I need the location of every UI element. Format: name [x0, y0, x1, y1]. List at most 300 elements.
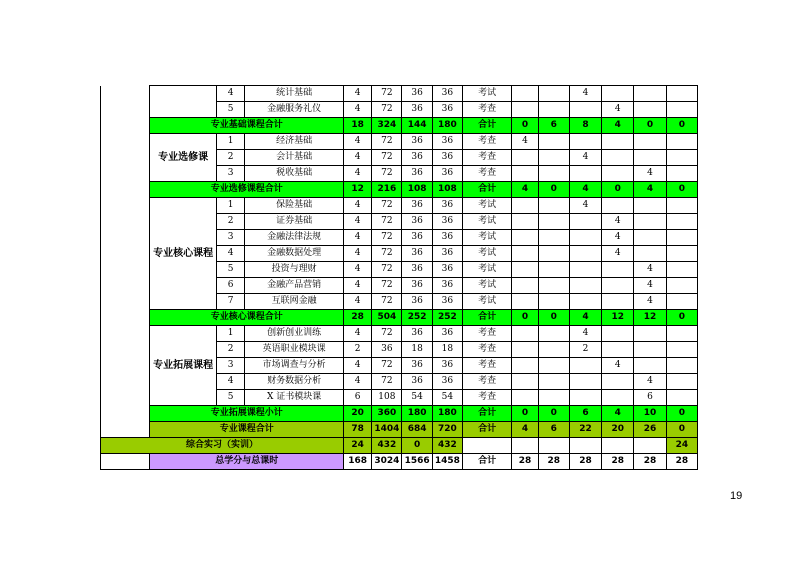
- cell-s5: [634, 102, 666, 118]
- cell-s5: [634, 438, 666, 454]
- cell-hours: 72: [372, 134, 402, 150]
- category-label: 专业选修课: [150, 134, 217, 182]
- course-name: 金融产品营销: [245, 278, 344, 294]
- cell-practice: 54: [432, 390, 462, 406]
- cell-s5: 4: [634, 182, 666, 198]
- page-number: 19: [730, 490, 743, 502]
- course-number: 2: [216, 150, 244, 166]
- cell-credits: 20: [344, 406, 372, 422]
- cell-s1: [512, 86, 538, 102]
- cell-s6: [666, 214, 697, 230]
- course-name: 证券基础: [245, 214, 344, 230]
- cell-practice: 108: [432, 182, 462, 198]
- subtotal-label: 专业选修课程合计: [150, 182, 344, 198]
- cell-s6: 24: [666, 438, 697, 454]
- cell-hours: 324: [372, 118, 402, 134]
- cell-s5: 12: [634, 310, 666, 326]
- cell-s3: [569, 438, 601, 454]
- cell-exam: 合计: [462, 182, 511, 198]
- cell-practice: 36: [432, 294, 462, 310]
- cell-s3: 4: [569, 310, 601, 326]
- cell-credits: 4: [344, 294, 372, 310]
- cell-s4: 12: [602, 310, 634, 326]
- cell-exam: 考查: [462, 326, 511, 342]
- cell-s3: 4: [569, 198, 601, 214]
- cell-s3: [569, 166, 601, 182]
- course-row: [101, 134, 698, 150]
- cell-exam: 考试: [462, 214, 511, 230]
- cell-s5: 28: [634, 454, 666, 470]
- cell-s6: [666, 102, 697, 118]
- cell-hours: 3024: [372, 454, 402, 470]
- cell-s5: 4: [634, 278, 666, 294]
- cell-s5: 6: [634, 390, 666, 406]
- cell-exam: 考试: [462, 198, 511, 214]
- cell-s4: 20: [602, 422, 634, 438]
- cell-credits: 4: [344, 278, 372, 294]
- cell-s2: [538, 390, 569, 406]
- cell-s6: 28: [666, 454, 697, 470]
- cell-hours: 72: [372, 374, 402, 390]
- cell-s4: [602, 438, 634, 454]
- curriculum-table: [100, 85, 698, 470]
- cell-s2: [538, 134, 569, 150]
- cell-s3: [569, 374, 601, 390]
- cell-s5: 26: [634, 422, 666, 438]
- cell-practice: 36: [432, 374, 462, 390]
- cell-theory: 144: [402, 118, 432, 134]
- cell-practice: 36: [432, 246, 462, 262]
- cell-practice: 36: [432, 358, 462, 374]
- cell-s1: [512, 262, 538, 278]
- cell-theory: 684: [402, 422, 432, 438]
- course-name: X 证书模块课: [245, 390, 344, 406]
- cell-s6: [666, 150, 697, 166]
- cell-s3: [569, 390, 601, 406]
- cell-s1: 4: [512, 422, 538, 438]
- cell-s2: [538, 230, 569, 246]
- cell-credits: 4: [344, 246, 372, 262]
- course-name: 统计基础: [245, 86, 344, 102]
- course-name: 英语职业模块课: [245, 342, 344, 358]
- cell-s4: 28: [602, 454, 634, 470]
- cell-exam: [462, 438, 511, 454]
- cell-exam: 考试: [462, 294, 511, 310]
- cell-s1: 4: [512, 182, 538, 198]
- cell-s5: [634, 198, 666, 214]
- cell-practice: 36: [432, 86, 462, 102]
- cell-s1: [512, 214, 538, 230]
- cell-s1: [512, 342, 538, 358]
- cell-theory: 36: [402, 166, 432, 182]
- subtotal-row: [101, 118, 698, 134]
- cell-s4: [602, 198, 634, 214]
- cell-credits: 4: [344, 358, 372, 374]
- cell-hours: 504: [372, 310, 402, 326]
- cell-s6: 0: [666, 182, 697, 198]
- cell-exam: 合计: [462, 406, 511, 422]
- course-number: 2: [216, 214, 244, 230]
- cell-s3: 8: [569, 118, 601, 134]
- cell-s1: [512, 438, 538, 454]
- cell-credits: 4: [344, 262, 372, 278]
- cell-s4: [602, 326, 634, 342]
- cell-s4: 4: [602, 406, 634, 422]
- cell-hours: 1404: [372, 422, 402, 438]
- cell-hours: 432: [372, 438, 402, 454]
- cell-s6: [666, 198, 697, 214]
- cell-s2: [538, 294, 569, 310]
- cell-credits: 78: [344, 422, 372, 438]
- cell-exam: 考试: [462, 262, 511, 278]
- cell-credits: 4: [344, 214, 372, 230]
- cell-theory: 36: [402, 262, 432, 278]
- course-name: 金融服务礼仪: [245, 102, 344, 118]
- cell-s3: 6: [569, 406, 601, 422]
- cell-s2: 0: [538, 406, 569, 422]
- cell-s1: [512, 390, 538, 406]
- cell-s2: [538, 438, 569, 454]
- cell-s6: 0: [666, 406, 697, 422]
- cell-credits: 4: [344, 166, 372, 182]
- cell-practice: 252: [432, 310, 462, 326]
- cell-s6: 0: [666, 310, 697, 326]
- cell-s1: 28: [512, 454, 538, 470]
- cell-s5: [634, 342, 666, 358]
- cell-hours: 72: [372, 246, 402, 262]
- course-name: 财务数据分析: [245, 374, 344, 390]
- category-label: 专业核心课程: [150, 198, 217, 310]
- cell-s5: [634, 214, 666, 230]
- cell-theory: 54: [402, 390, 432, 406]
- cell-s3: [569, 102, 601, 118]
- cell-practice: 36: [432, 150, 462, 166]
- internship-label: 综合实习（实训）: [101, 438, 344, 454]
- cell-s4: 0: [602, 182, 634, 198]
- cell-s6: [666, 278, 697, 294]
- course-number: 1: [216, 134, 244, 150]
- cell-credits: 168: [344, 454, 372, 470]
- cell-s6: [666, 86, 697, 102]
- cell-s2: [538, 214, 569, 230]
- course-name: 创新创业训练: [245, 326, 344, 342]
- cell-practice: 432: [432, 438, 462, 454]
- cell-credits: 4: [344, 230, 372, 246]
- cell-s2: 6: [538, 422, 569, 438]
- course-number: 3: [216, 166, 244, 182]
- cell-exam: 合计: [462, 422, 511, 438]
- cell-s5: [634, 230, 666, 246]
- cell-exam: 考查: [462, 342, 511, 358]
- cell-s1: 0: [512, 118, 538, 134]
- cell-s5: [634, 86, 666, 102]
- cell-s4: [602, 134, 634, 150]
- course-row: [101, 198, 698, 214]
- cell-s5: 4: [634, 262, 666, 278]
- cell-s4: [602, 262, 634, 278]
- cell-s5: [634, 358, 666, 374]
- category-label: [150, 86, 217, 118]
- cell-s4: [602, 390, 634, 406]
- cell-s1: [512, 374, 538, 390]
- cell-s6: [666, 342, 697, 358]
- course-number: 5: [216, 390, 244, 406]
- cell-practice: 36: [432, 278, 462, 294]
- cell-practice: 36: [432, 102, 462, 118]
- cell-exam: 考试: [462, 278, 511, 294]
- cell-s5: [634, 246, 666, 262]
- cell-credits: 4: [344, 198, 372, 214]
- cell-s4: [602, 150, 634, 166]
- cell-s4: [602, 86, 634, 102]
- cell-practice: 1458: [432, 454, 462, 470]
- cell-s1: [512, 198, 538, 214]
- course-name: 金融法律法规: [245, 230, 344, 246]
- grand-total-row: [101, 454, 698, 470]
- cell-exam: 考查: [462, 390, 511, 406]
- cell-s5: 4: [634, 374, 666, 390]
- cell-hours: 72: [372, 294, 402, 310]
- cell-s5: 4: [634, 166, 666, 182]
- cell-s1: [512, 326, 538, 342]
- internship-row: [101, 438, 698, 454]
- course-row: [101, 86, 698, 102]
- cell-s2: [538, 374, 569, 390]
- cell-exam: 考试: [462, 230, 511, 246]
- course-name: 互联网金融: [245, 294, 344, 310]
- cell-practice: 720: [432, 422, 462, 438]
- cell-s3: [569, 214, 601, 230]
- subtotal-row: [101, 310, 698, 326]
- cell-s2: [538, 166, 569, 182]
- cell-hours: 72: [372, 214, 402, 230]
- cell-s2: [538, 150, 569, 166]
- cell-s1: 4: [512, 134, 538, 150]
- course-number: 1: [216, 198, 244, 214]
- cell-s6: [666, 230, 697, 246]
- cell-s3: 4: [569, 182, 601, 198]
- cell-credits: 6: [344, 390, 372, 406]
- course-number: 4: [216, 374, 244, 390]
- cell-theory: 36: [402, 294, 432, 310]
- cell-hours: 72: [372, 278, 402, 294]
- cell-hours: 360: [372, 406, 402, 422]
- cell-practice: 36: [432, 326, 462, 342]
- cell-theory: 18: [402, 342, 432, 358]
- course-number: 2: [216, 342, 244, 358]
- cell-credits: 4: [344, 102, 372, 118]
- cell-s1: [512, 246, 538, 262]
- cell-theory: 36: [402, 134, 432, 150]
- cell-s3: 2: [569, 342, 601, 358]
- course-name: 市场调查与分析: [245, 358, 344, 374]
- cell-s3: 4: [569, 86, 601, 102]
- cell-practice: 36: [432, 230, 462, 246]
- cell-theory: 36: [402, 278, 432, 294]
- cell-s1: 0: [512, 406, 538, 422]
- cell-s5: 4: [634, 294, 666, 310]
- cell-credits: 12: [344, 182, 372, 198]
- cell-s6: [666, 390, 697, 406]
- cell-exam: 考查: [462, 134, 511, 150]
- cell-s2: [538, 102, 569, 118]
- cell-theory: 252: [402, 310, 432, 326]
- major-total-label: 专业课程合计: [150, 422, 344, 438]
- cell-s2: [538, 326, 569, 342]
- cell-s2: [538, 262, 569, 278]
- cell-s4: 4: [602, 118, 634, 134]
- cell-exam: 合计: [462, 118, 511, 134]
- cell-hours: 72: [372, 86, 402, 102]
- cell-credits: 24: [344, 438, 372, 454]
- course-name: 金融数据处理: [245, 246, 344, 262]
- subtotal-row: [101, 406, 698, 422]
- cell-hours: 36: [372, 342, 402, 358]
- cell-s2: 0: [538, 182, 569, 198]
- course-name: 投资与理财: [245, 262, 344, 278]
- cell-credits: 2: [344, 342, 372, 358]
- subtotal-label: 专业核心课程合计: [150, 310, 344, 326]
- cell-exam: 考试: [462, 246, 511, 262]
- cell-s4: [602, 166, 634, 182]
- cell-s2: [538, 198, 569, 214]
- course-number: 5: [216, 102, 244, 118]
- cell-exam: 考查: [462, 358, 511, 374]
- cell-hours: 108: [372, 390, 402, 406]
- cell-s5: 0: [634, 118, 666, 134]
- cell-theory: 36: [402, 214, 432, 230]
- cell-s1: [512, 102, 538, 118]
- cell-s1: [512, 230, 538, 246]
- cell-theory: 36: [402, 86, 432, 102]
- cell-practice: 36: [432, 134, 462, 150]
- cell-credits: 18: [344, 118, 372, 134]
- cell-theory: 36: [402, 246, 432, 262]
- category-label: 专业拓展课程: [150, 326, 217, 406]
- cell-s3: 22: [569, 422, 601, 438]
- cell-s6: [666, 262, 697, 278]
- course-name: 保险基础: [245, 198, 344, 214]
- course-number: 7: [216, 294, 244, 310]
- cell-exam: 考查: [462, 374, 511, 390]
- cell-hours: 72: [372, 262, 402, 278]
- major-total-row: [101, 422, 698, 438]
- cell-s5: [634, 326, 666, 342]
- cell-s5: 10: [634, 406, 666, 422]
- cell-credits: 4: [344, 134, 372, 150]
- cell-s3: [569, 262, 601, 278]
- cell-s1: [512, 278, 538, 294]
- cell-s2: 6: [538, 118, 569, 134]
- cell-practice: 36: [432, 198, 462, 214]
- cell-s3: [569, 358, 601, 374]
- cell-exam: 考查: [462, 166, 511, 182]
- cell-s2: [538, 86, 569, 102]
- cell-theory: 36: [402, 358, 432, 374]
- subtotal-label: 专业基础课程合计: [150, 118, 344, 134]
- curriculum-table-container: [100, 85, 698, 470]
- cell-s3: 4: [569, 326, 601, 342]
- cell-hours: 72: [372, 150, 402, 166]
- cell-s6: [666, 294, 697, 310]
- cell-theory: 36: [402, 102, 432, 118]
- cell-practice: 36: [432, 166, 462, 182]
- course-name: 会计基础: [245, 150, 344, 166]
- cell-s3: [569, 134, 601, 150]
- cell-practice: 18: [432, 342, 462, 358]
- cell-practice: 36: [432, 214, 462, 230]
- cell-s3: [569, 230, 601, 246]
- course-name: 经济基础: [245, 134, 344, 150]
- cell-s4: [602, 278, 634, 294]
- cell-s5: [634, 150, 666, 166]
- cell-s1: [512, 150, 538, 166]
- cell-s5: [634, 134, 666, 150]
- cell-s4: 4: [602, 230, 634, 246]
- course-row: [101, 326, 698, 342]
- cell-practice: 36: [432, 262, 462, 278]
- subtotal-row: [101, 182, 698, 198]
- cell-hours: 72: [372, 326, 402, 342]
- subtotal-label: 专业拓展课程小计: [150, 406, 344, 422]
- cell-hours: 72: [372, 102, 402, 118]
- course-name: 税收基础: [245, 166, 344, 182]
- cell-s2: [538, 342, 569, 358]
- cell-hours: 72: [372, 166, 402, 182]
- course-number: 6: [216, 278, 244, 294]
- cell-s6: 0: [666, 118, 697, 134]
- cell-s3: [569, 278, 601, 294]
- cell-s4: 4: [602, 214, 634, 230]
- cell-theory: 0: [402, 438, 432, 454]
- cell-credits: 28: [344, 310, 372, 326]
- cell-theory: 108: [402, 182, 432, 198]
- cell-s4: 4: [602, 246, 634, 262]
- cell-hours: 72: [372, 230, 402, 246]
- cell-credits: 4: [344, 150, 372, 166]
- cell-s4: 4: [602, 102, 634, 118]
- cell-s6: 0: [666, 422, 697, 438]
- cell-exam: 考试: [462, 86, 511, 102]
- course-number: 5: [216, 262, 244, 278]
- cell-s2: [538, 278, 569, 294]
- cell-s2: 28: [538, 454, 569, 470]
- cell-s1: [512, 166, 538, 182]
- cell-s6: [666, 326, 697, 342]
- cell-exam: 合计: [462, 310, 511, 326]
- cell-credits: 4: [344, 86, 372, 102]
- course-number: 4: [216, 246, 244, 262]
- cell-s6: [666, 246, 697, 262]
- cell-s6: [666, 134, 697, 150]
- cell-theory: 36: [402, 230, 432, 246]
- cell-theory: 36: [402, 150, 432, 166]
- cell-s6: [666, 374, 697, 390]
- cell-s4: 4: [602, 358, 634, 374]
- outer-left-column: [101, 86, 150, 438]
- cell-s6: [666, 166, 697, 182]
- cell-exam: 合计: [462, 454, 511, 470]
- cell-theory: 36: [402, 374, 432, 390]
- course-number: 3: [216, 358, 244, 374]
- cell-exam: 考查: [462, 102, 511, 118]
- cell-s2: [538, 358, 569, 374]
- cell-s2: 0: [538, 310, 569, 326]
- cell-theory: 180: [402, 406, 432, 422]
- grand-total-blank: [101, 454, 150, 470]
- cell-s1: 0: [512, 310, 538, 326]
- cell-s4: [602, 342, 634, 358]
